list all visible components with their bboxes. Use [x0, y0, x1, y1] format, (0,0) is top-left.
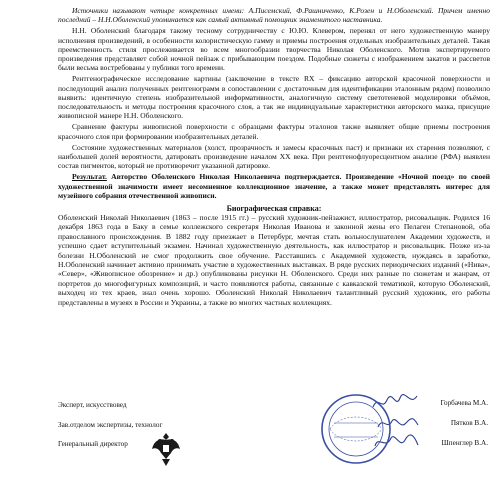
bio-paragraph [58, 213, 490, 307]
bio-name: Оболенский Николай Николаевич (1863 – после 1915 гг.) – русский художник-пейзажист, иллюстратор, рисовальщик. [58, 212, 451, 222]
sources-paragraph: Источники называют четыре конкретных имени: А.Писемский, Ф.Рашниченко, К.Розен и Н.Оболенский. Причем именно последний – Н.Н.Оболенский упоминается как самый активный помощник знаменитого наставника. [58, 6, 490, 25]
signer-role-expert: Эксперт, искусствовед [58, 401, 127, 409]
signer-role-director: Генеральный директор [58, 440, 128, 448]
materials-paragraph: Состояние художественных материалов (холст, прозрачность и замесы красочных паст) и признаки их старения позволяют, с наибольшей долей вероятности, датировать произведение началом XX века. При рентгенофлуоресцентном анализе (РФА) выявлен состав пигментов, который не противоречит указанной датировке. [58, 142, 490, 171]
signer-name-shpengler: Шпенглер В.А. [441, 439, 488, 447]
result-text: Авторство Оболенского Николая Николаевича подтверждается. Произведение «Ночной поезд» по своей художественной значимости имеет несомненное коллекционное значение, а также может представлять интерес для музейного собрания отечественной живописи. [58, 172, 490, 201]
signer-name-gorbacheva: Горбачева М.А. [440, 399, 488, 407]
texture-paragraph: Сравнение фактуры живописной поверхности с образцами фактуры эталонов также выявляет общие приемы построения красочного слоя при формировании изобразительных деталей. [58, 122, 490, 141]
signer-name-pyatkov: Пятков В.А. [450, 419, 488, 427]
thanks-paragraph: Н.Н. Оболенский благодаря такому тесному сотрудничеству с Ю.Ю. Клевером, перенял от него художественную манеру исполнения произведений, в особенности колористическую гамму и приемы построения отдельных изобразительных деталей. Такая преемственность стиля прослеживается во всем многообразии творчества Николая Оболенского. Мотив экспертируемого произведения представляет собой ночной пейзаж с прибывающим поездом. Подобные сюжеты с изображением закатов и рассветов были весьма востребованы у публики того времени. [58, 26, 490, 73]
bio-text: Родился 16 декабря 1863 года в Баку в семье коллежского секретаря Николая Иванова и законной жены его Пелагеи Степановой, оба православного происхождения. В 1882 году приезжает в Петербург, мечтая стать вольнослушателем Академии художеств, и успешно сдает вступительный экзамен. Начинал художественную деятельность, как иллюстратор и рисовальщик. Позже из-за болезни Н.Оболенский не смог продолжить свое обучение. Расставшись с Академией художеств, нуждаясь в заработке, Н.Оболенский начинает активно принимать участие в художественных выставках. В ряде русских периодических изданий («Нива», «Север», «Живописное обозрение» и др.) опубликованы рисунки Н. Оболенского. Среди них разные по сюжетам и жанрам, от портретов до многофигурных композиций, и часто появляются работы, связанные с кавказской тематикой, которую Оболенский, выходец из тех краев, знал очень хорошо. Оболенский Николай Николаевич талантливый русский художник, его работы представлены в музеях в России и Украины, а также во многих частных коллекциях. [58, 212, 490, 307]
bio-heading: Биографическая справка: [226, 203, 322, 213]
result-label: Результат. [72, 172, 107, 182]
signer-role-technologist: Зав.отделом экспертизы, технолог [58, 421, 163, 429]
signature-block [58, 391, 488, 496]
xray-paragraph: Рентгенографическое исследование картины (заключение в тексте RX – фиксацию авторской красочной поверхности и последующий анализ полученных рентгенограмм в сопоставлении с достаточным для идентификации эталонным рядом) позволило выявить: идентичную степень изобразительной информативности, аналогичную систему светотеневой моделировки объёмов, последовательность и методы построения красочного слоя, а так же индивидуальные характеристики авторского мазка, присущие живописной манере Н.Н. Оболенского. [58, 74, 490, 121]
result-paragraph [58, 172, 490, 200]
round-stamp-icon [320, 393, 392, 465]
eagle-emblem-icon [150, 429, 182, 469]
